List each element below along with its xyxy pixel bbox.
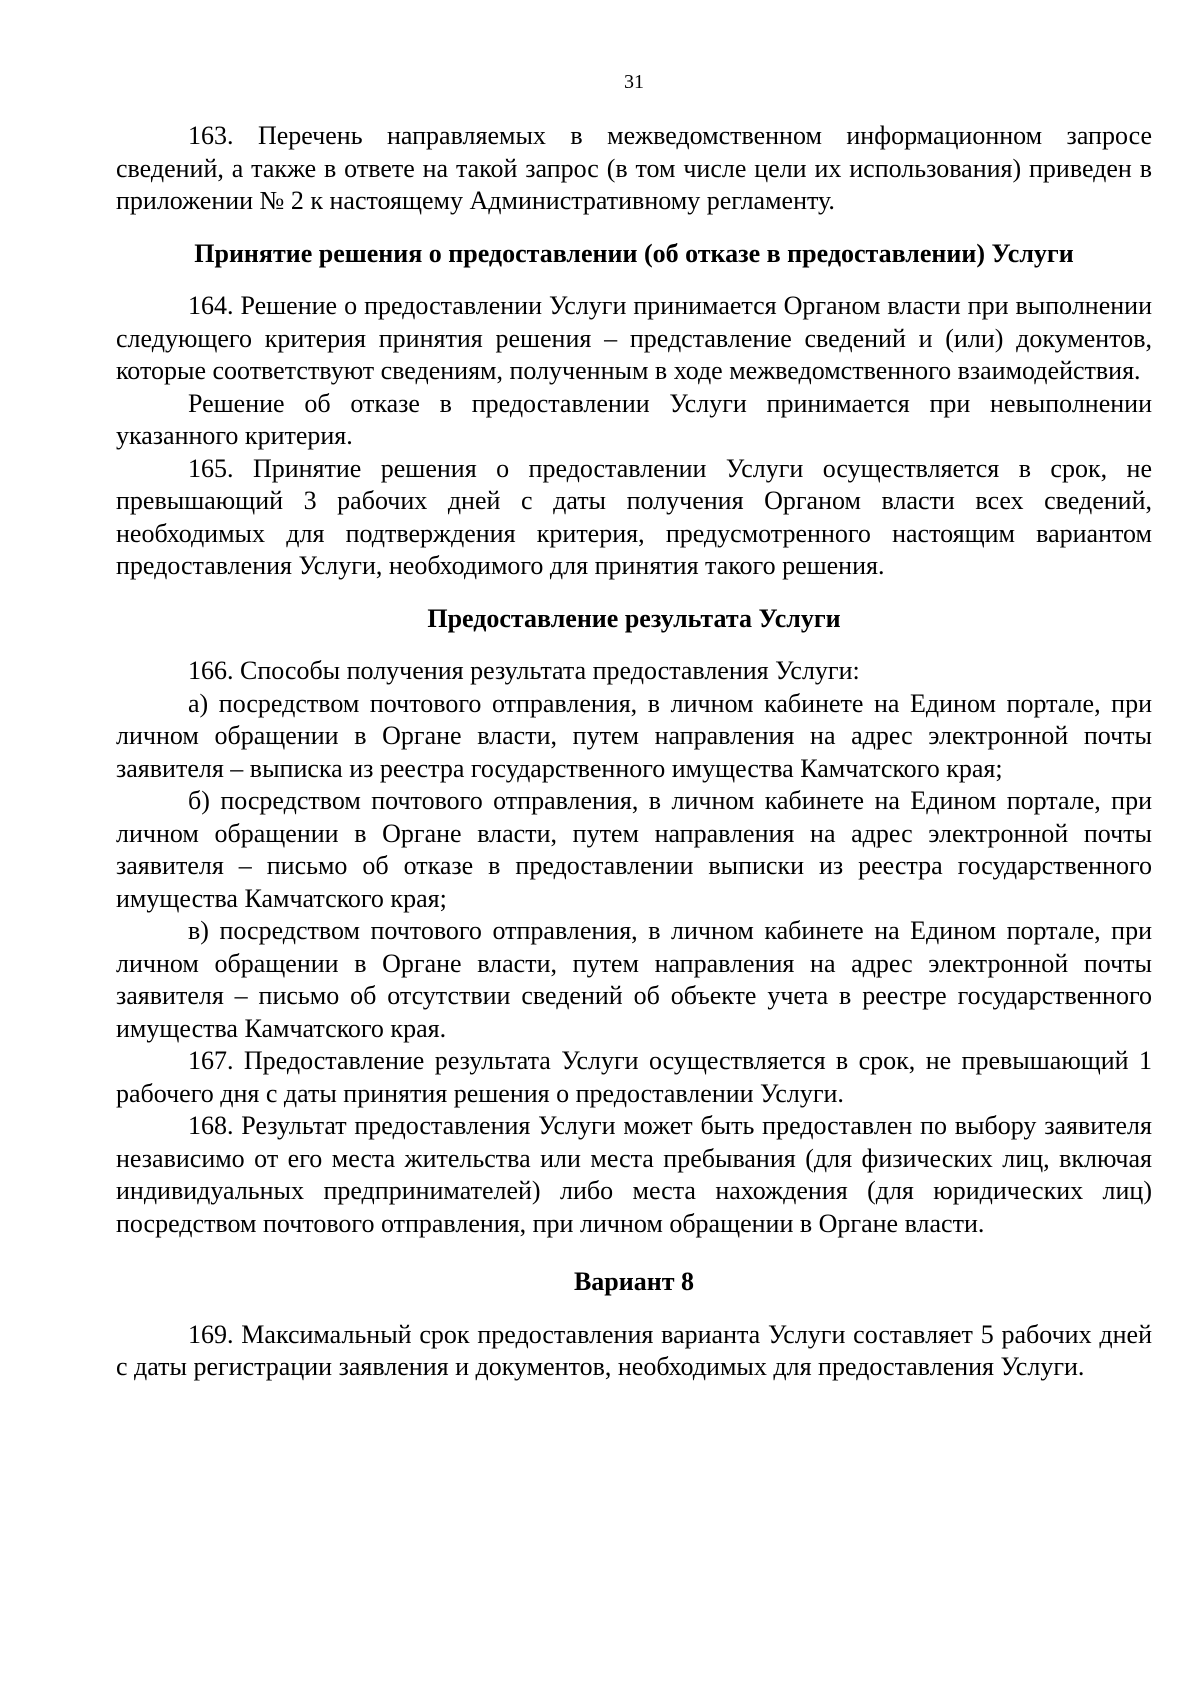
paragraph-166-a: а) посредством почтового отправления, в личном кабинете на Едином портале, при личном обращении в Органе власти, путем направления на адрес электронной почты заявителя – выписка из реестра государственного имущества Камчатского края; [116, 688, 1152, 783]
document-body [116, 120, 1152, 1384]
paragraph-166-c: в) посредством почтового отправления, в личном кабинете на Едином портале, при личном обращении в Органе власти, путем направления на адрес электронной почты заявителя – письмо об отсутствии сведений об объекте учета в реестре государственного имущества Камчатского края. [116, 916, 1152, 1043]
paragraph-168: 168. Результат предоставления Услуги может быть предоставлен по выбору заявителя независимо от его места жительства или места пребывания (для физических лиц, включая индивидуальных предпринимателей) либо места нахождения (для юридических лиц) посредством почтового отправления, при личном обращении в Органе власти. [116, 1111, 1152, 1238]
paragraph-169: 169. Максимальный срок предоставления варианта Услуги составляет 5 рабочих дней с даты регистрации заявления и документов, необходимых для предоставления Услуги. [116, 1319, 1152, 1381]
paragraph-167: 167. Предоставление результата Услуги осуществляется в срок, не превышающий 1 рабочего дня с даты принятия решения о предоставлении Услуги. [116, 1046, 1152, 1108]
page-number: 31 [624, 71, 644, 93]
paragraph-165: 165. Принятие решения о предоставлении Услуги осуществляется в срок, не превышающий 3 рабочих дней с даты получения Органом власти всех сведений, необходимых для подтверждения критерия, предусмотренного настоящим вариантом предоставления Услуги, необходимого для принятия такого решения. [116, 453, 1152, 580]
paragraph-166-b: б) посредством почтового отправления, в личном кабинете на Едином портале, при личном обращении в Органе власти, путем направления на адрес электронной почты заявителя – письмо об отказе в предоставлении выписки из реестра государственного имущества Камчатского края; [116, 786, 1152, 913]
section-heading-result: Предоставление результата Услуги [427, 603, 841, 633]
paragraph-163: 163. Перечень направляемых в межведомственном информационном запросе сведений, а также в ответе на такой запрос (в том числе цели их использования) приведен в приложении № 2 к настоящему Административному регламенту. [116, 121, 1152, 215]
section-heading-decision: Принятие решения о предоставлении (об отказе в предоставлении) Услуги [194, 238, 1074, 268]
paragraph-164: 164. Решение о предоставлении Услуги принимается Органом власти при выполнении следующего критерия принятия решения – представление сведений и (или) документов, которые соответствуют сведениям, полученным в ходе межведомственного взаимодействия. [116, 291, 1152, 385]
paragraph-164-refusal: Решение об отказе в предоставлении Услуги принимается при невыполнении указанного критерия. [116, 388, 1152, 450]
paragraph-166: 166. Способы получения результата предоставления Услуги: [188, 656, 860, 685]
section-heading-variant-8: Вариант 8 [573, 1267, 695, 1296]
